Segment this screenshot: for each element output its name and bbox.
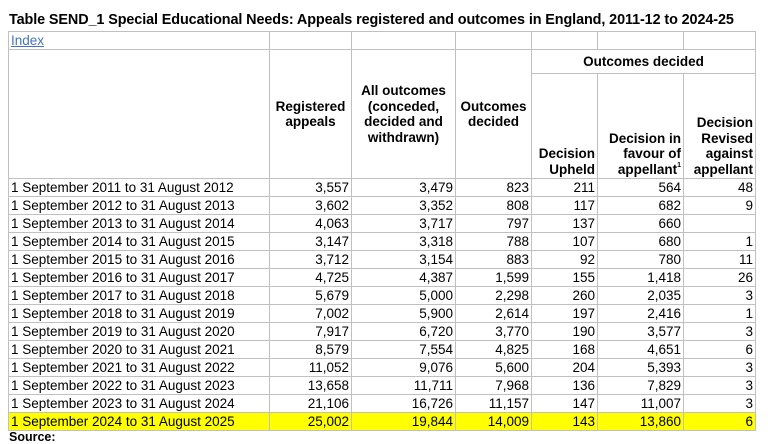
decision-in-favour-cell: 13,860 (598, 413, 684, 431)
table-row (9, 359, 756, 377)
group-header-row (9, 50, 756, 74)
decision-in-favour-cell: 1,418 (598, 269, 684, 287)
registered-appeals-cell: 25,002 (270, 413, 352, 431)
period-cell: 1 September 2017 to 31 August 2018 (9, 287, 270, 305)
decision-revised-cell: 6 (684, 341, 756, 359)
all-outcomes-cell: 11,711 (352, 377, 456, 395)
appeals-table (8, 31, 756, 431)
registered-appeals-cell: 3,147 (270, 233, 352, 251)
decision-upheld-cell: 143 (532, 413, 598, 431)
outcomes-decided-group-header: Outcomes decided (532, 50, 756, 74)
all-outcomes-cell: 3,318 (352, 233, 456, 251)
footnote-marker: 1 (677, 161, 681, 169)
decision-revised-cell: 6 (684, 413, 756, 431)
table-row (9, 233, 756, 251)
outcomes-decided-cell: 788 (456, 233, 532, 251)
outcomes-decided-cell: 11,157 (456, 395, 532, 413)
decision-in-favour-cell: 660 (598, 215, 684, 233)
decision-upheld-cell: 190 (532, 323, 598, 341)
registered-appeals-cell: 4,063 (270, 215, 352, 233)
decision-revised-cell: 3 (684, 377, 756, 395)
all-outcomes-cell: 5,000 (352, 287, 456, 305)
registered-appeals-cell: 21,106 (270, 395, 352, 413)
decision-revised-cell: 48 (684, 179, 756, 197)
col-decision-upheld: Decision Upheld (532, 74, 598, 179)
table-row (9, 341, 756, 359)
decision-upheld-cell: 260 (532, 287, 598, 305)
table-row (9, 287, 756, 305)
decision-in-favour-cell: 11,007 (598, 395, 684, 413)
decision-in-favour-cell: 3,577 (598, 323, 684, 341)
decision-revised-cell: 9 (684, 197, 756, 215)
decision-upheld-cell: 204 (532, 359, 598, 377)
registered-appeals-cell: 11,052 (270, 359, 352, 377)
period-cell: 1 September 2021 to 31 August 2022 (9, 359, 270, 377)
decision-revised-cell: 3 (684, 323, 756, 341)
table-row (9, 215, 756, 233)
registered-appeals-cell: 3,712 (270, 251, 352, 269)
period-cell: 1 September 2011 to 31 August 2012 (9, 179, 270, 197)
decision-in-favour-cell: 780 (598, 251, 684, 269)
period-cell: 1 September 2024 to 31 August 2025 (9, 413, 270, 431)
col-registered-appeals: Registered appeals (270, 50, 352, 179)
period-cell: 1 September 2015 to 31 August 2016 (9, 251, 270, 269)
table-row (9, 305, 756, 323)
outcomes-decided-cell: 823 (456, 179, 532, 197)
decision-in-favour-cell: 682 (598, 197, 684, 215)
outcomes-decided-cell: 1,599 (456, 269, 532, 287)
period-cell: 1 September 2018 to 31 August 2019 (9, 305, 270, 323)
period-cell: 1 September 2014 to 31 August 2015 (9, 233, 270, 251)
col-decision-in-favour: Decision in favour of appellant$^1$ (598, 74, 684, 179)
outcomes-decided-cell: 5,600 (456, 359, 532, 377)
index-link[interactable]: Index (11, 33, 45, 48)
all-outcomes-cell: 3,352 (352, 197, 456, 215)
all-outcomes-cell: 3,717 (352, 215, 456, 233)
outcomes-decided-cell: 4,825 (456, 341, 532, 359)
all-outcomes-cell: 6,720 (352, 323, 456, 341)
outcomes-decided-cell: 797 (456, 215, 532, 233)
all-outcomes-cell: 3,154 (352, 251, 456, 269)
decision-in-favour-cell: 2,416 (598, 305, 684, 323)
decision-upheld-cell: 107 (532, 233, 598, 251)
outcomes-decided-cell: 3,770 (456, 323, 532, 341)
decision-upheld-cell: 197 (532, 305, 598, 323)
decision-revised-cell: 26 (684, 269, 756, 287)
decision-revised-cell (684, 215, 756, 233)
decision-upheld-cell: 92 (532, 251, 598, 269)
period-cell: 1 September 2023 to 31 August 2024 (9, 395, 270, 413)
table-row (9, 269, 756, 287)
table-row (9, 179, 756, 197)
decision-upheld-cell: 168 (532, 341, 598, 359)
all-outcomes-cell: 3,479 (352, 179, 456, 197)
decision-upheld-cell: 137 (532, 215, 598, 233)
period-cell: 1 September 2020 to 31 August 2021 (9, 341, 270, 359)
decision-in-favour-cell: 7,829 (598, 377, 684, 395)
registered-appeals-cell: 7,917 (270, 323, 352, 341)
decision-in-favour-cell: 2,035 (598, 287, 684, 305)
decision-revised-cell: 11 (684, 251, 756, 269)
outcomes-decided-cell: 883 (456, 251, 532, 269)
outcomes-decided-cell: 14,009 (456, 413, 532, 431)
all-outcomes-cell: 4,387 (352, 269, 456, 287)
source-note: Source: (9, 430, 56, 444)
registered-appeals-cell: 7,002 (270, 305, 352, 323)
table-row (9, 395, 756, 413)
registered-appeals-cell: 13,658 (270, 377, 352, 395)
decision-upheld-cell: 155 (532, 269, 598, 287)
decision-in-favour-cell: 680 (598, 233, 684, 251)
period-cell: 1 September 2012 to 31 August 2013 (9, 197, 270, 215)
registered-appeals-cell: 4,725 (270, 269, 352, 287)
decision-revised-cell: 3 (684, 395, 756, 413)
table-row (9, 323, 756, 341)
decision-revised-cell: 1 (684, 233, 756, 251)
registered-appeals-cell: 3,557 (270, 179, 352, 197)
all-outcomes-cell: 9,076 (352, 359, 456, 377)
period-cell: 1 September 2016 to 31 August 2017 (9, 269, 270, 287)
registered-appeals-cell: 3,602 (270, 197, 352, 215)
col-all-outcomes: All outcomes (conceded, decided and withdrawn) (352, 50, 456, 179)
outcomes-decided-cell: 2,614 (456, 305, 532, 323)
decision-upheld-cell: 136 (532, 377, 598, 395)
decision-in-favour-cell: 4,651 (598, 341, 684, 359)
decision-upheld-cell: 117 (532, 197, 598, 215)
all-outcomes-cell: 7,554 (352, 341, 456, 359)
all-outcomes-cell: 16,726 (352, 395, 456, 413)
decision-upheld-cell: 211 (532, 179, 598, 197)
all-outcomes-cell: 19,844 (352, 413, 456, 431)
index-row (9, 32, 756, 50)
outcomes-decided-cell: 2,298 (456, 287, 532, 305)
decision-in-favour-cell: 5,393 (598, 359, 684, 377)
period-cell: 1 September 2022 to 31 August 2023 (9, 377, 270, 395)
decision-in-favour-cell: 564 (598, 179, 684, 197)
period-cell: 1 September 2019 to 31 August 2020 (9, 323, 270, 341)
table-row (9, 413, 756, 431)
decision-revised-cell: 3 (684, 359, 756, 377)
col-outcomes-decided: Outcomes decided (456, 50, 532, 179)
all-outcomes-cell: 5,900 (352, 305, 456, 323)
registered-appeals-cell: 8,579 (270, 341, 352, 359)
decision-revised-cell: 3 (684, 287, 756, 305)
col-decision-revised: Decision Revised against appellant (684, 74, 756, 179)
period-cell: 1 September 2013 to 31 August 2014 (9, 215, 270, 233)
table-row (9, 251, 756, 269)
decision-upheld-cell: 147 (532, 395, 598, 413)
table-row (9, 197, 756, 215)
table-row (9, 377, 756, 395)
outcomes-decided-cell: 7,968 (456, 377, 532, 395)
decision-revised-cell: 1 (684, 305, 756, 323)
outcomes-decided-cell: 808 (456, 197, 532, 215)
page-title: Table SEND_1 Special Educational Needs: Appeals registered and outcomes in England, 2011-12 to 2024-25 (9, 12, 734, 28)
registered-appeals-cell: 5,679 (270, 287, 352, 305)
